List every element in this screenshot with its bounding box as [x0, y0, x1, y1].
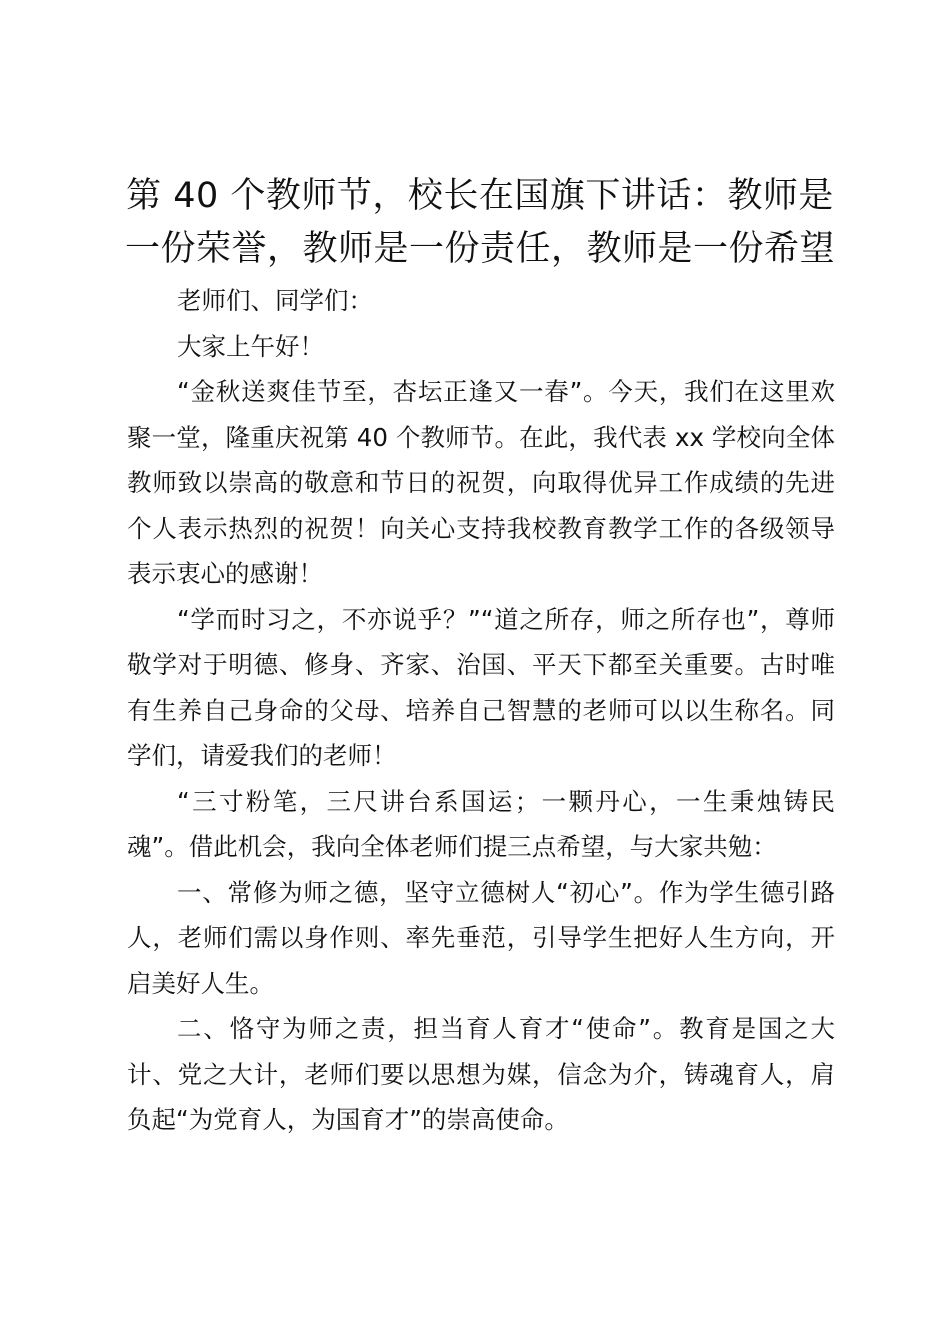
document-title: 第 40 个教师节，校长在国旗下讲话：教师是一份荣誉，教师是一份责任，教师是一份希望	[124, 176, 835, 269]
greeting: 大家上午好！	[177, 331, 324, 361]
hope-item: 一、常修为师之德，坚守立德树人“初心”。作为学生德引路人，老师们需以身作则、率先垂范，引导学生把好人生方向，开启美好人生。	[127, 877, 835, 998]
paragraph: “金秋送爽佳节至，杏坛正逢又一春”。今天，我们在这里欢聚一堂，隆重庆祝第 40 个教师节。在此，我代表 xx 学校向全体教师致以崇高的敬意和节日的祝贺，向取得优异工作成绩的先进个人表示热烈的祝贺！向关心支持我校教育教学工作的各级领导表示衷心的感谢！	[127, 377, 835, 588]
hope-item: 二、恪守为师之责，担当育人育才“使命”。教育是国之大计、党之大计，老师们要以思想为媒，信念为介，铸魂育人，肩负起“为党育人，为国育才”的崇高使命。	[127, 1014, 835, 1134]
paragraph: “学而时习之，不亦说乎？”“道之所存，师之所存也”，尊师敬学对于明德、修身、齐家、治国、平天下都至关重要。古时唯有生养自己身命的父母、培养自己智慧的老师可以以生称名。同学们，请爱我们的老师！	[127, 604, 835, 770]
salutation: 老师们、同学们：	[177, 286, 373, 315]
document-body	[127, 278, 835, 1143]
paragraph: “三寸粉笔，三尺讲台系国运；一颗丹心，一生秉烛铸民魂”。借此机会，我向全体老师们提三点希望，与大家共勉：	[127, 786, 835, 861]
